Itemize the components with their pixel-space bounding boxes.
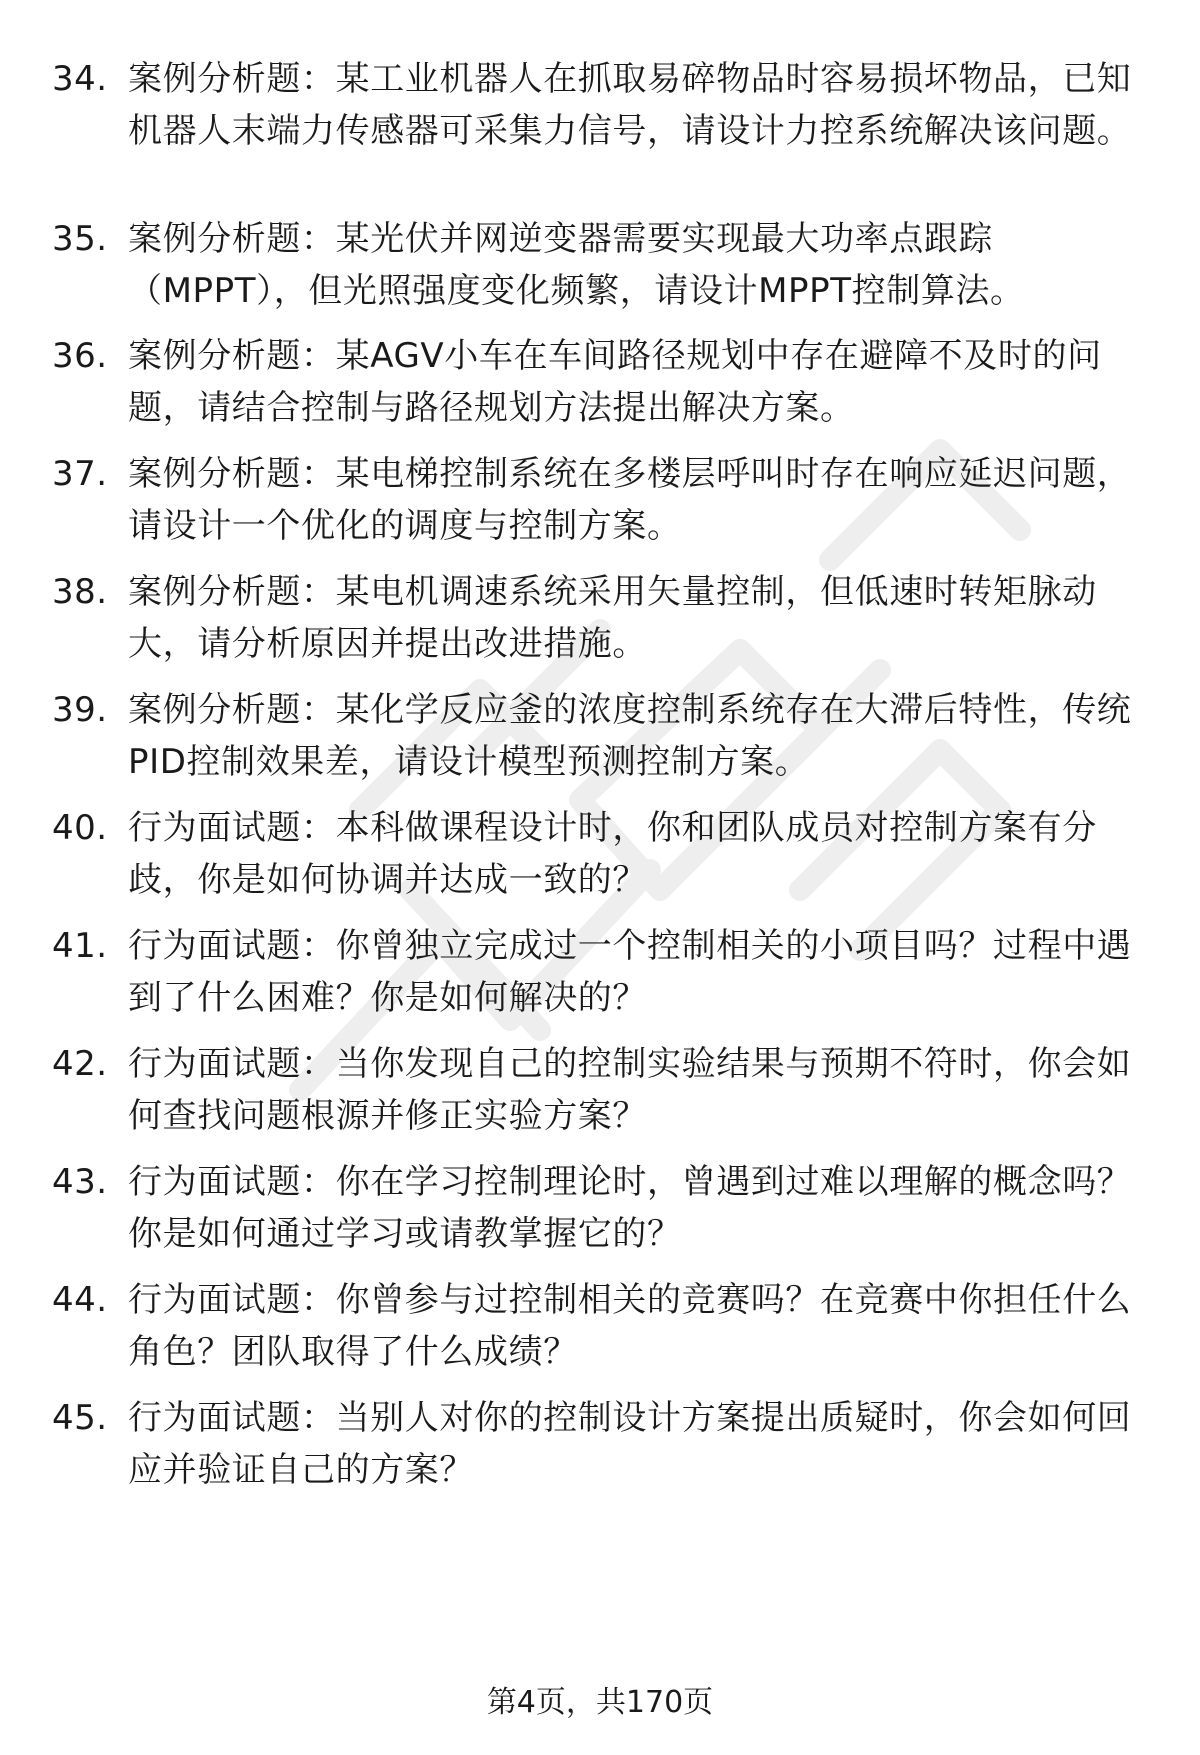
question-text: 行为面试题：本科做课程设计时，你和团队成员对控制方案有分歧，你是如何协调并达成一致的？ [128,808,1097,900]
question-number: 44. [52,1280,108,1320]
question-text: 行为面试题：当别人对你的控制设计方案提出质疑时，你会如何回应并验证自己的方案？ [128,1398,1132,1490]
question-number: 37. [52,454,108,494]
question-number: 43. [52,1162,108,1202]
question-text: 案例分析题：某化学反应釜的浓度控制系统存在大滞后特性，传统PID控制效果差，请设计模型预测控制方案。 [128,690,1132,782]
question-number: 39. [52,690,108,730]
question-text: 案例分析题：某光伏并网逆变器需要实现最大功率点跟踪（MPPT），但光照强度变化频繁，请设计MPPT控制算法。 [128,219,1025,311]
question-number: 38. [52,572,108,612]
question-text: 行为面试题：你曾独立完成过一个控制相关的小项目吗？过程中遇到了什么困难？你是如何解决的？ [128,926,1132,1018]
question-number: 36. [52,336,108,376]
question-number: 40. [52,808,108,848]
question-text: 行为面试题：当你发现自己的控制实验结果与预期不符时，你会如何查找问题根源并修正实验方案？ [128,1044,1132,1136]
question-text: 案例分析题：某AGV小车在车间路径规划中存在避障不及时的问题，请结合控制与路径规划方法提出解决方案。 [128,336,1102,428]
question-number: 34. [52,59,108,99]
page-indicator: 第4页，共170页 [486,1685,714,1720]
question-text: 案例分析题：某电梯控制系统在多楼层呼叫时存在响应延迟问题，请设计一个优化的调度与控制方案。 [128,454,1132,546]
question-number: 42. [52,1044,108,1084]
question-number: 45. [52,1398,108,1438]
question-text: 案例分析题：某工业机器人在抓取易碎物品时容易损坏物品，已知机器人末端力传感器可采集力信号，请设计力控系统解决该问题。 [128,59,1132,151]
question-number: 41. [52,926,108,966]
question-text: 行为面试题：你在学习控制理论时，曾遇到过难以理解的概念吗？你是如何通过学习或请教掌握它的？ [128,1162,1132,1254]
question-text: 行为面试题：你曾参与过控制相关的竞赛吗？在竞赛中你担任什么角色？团队取得了什么成绩？ [128,1280,1132,1372]
question-number: 35. [52,219,108,259]
question-text: 案例分析题：某电机调速系统采用矢量控制，但低速时转矩脉动大，请分析原因并提出改进措施。 [128,572,1097,664]
